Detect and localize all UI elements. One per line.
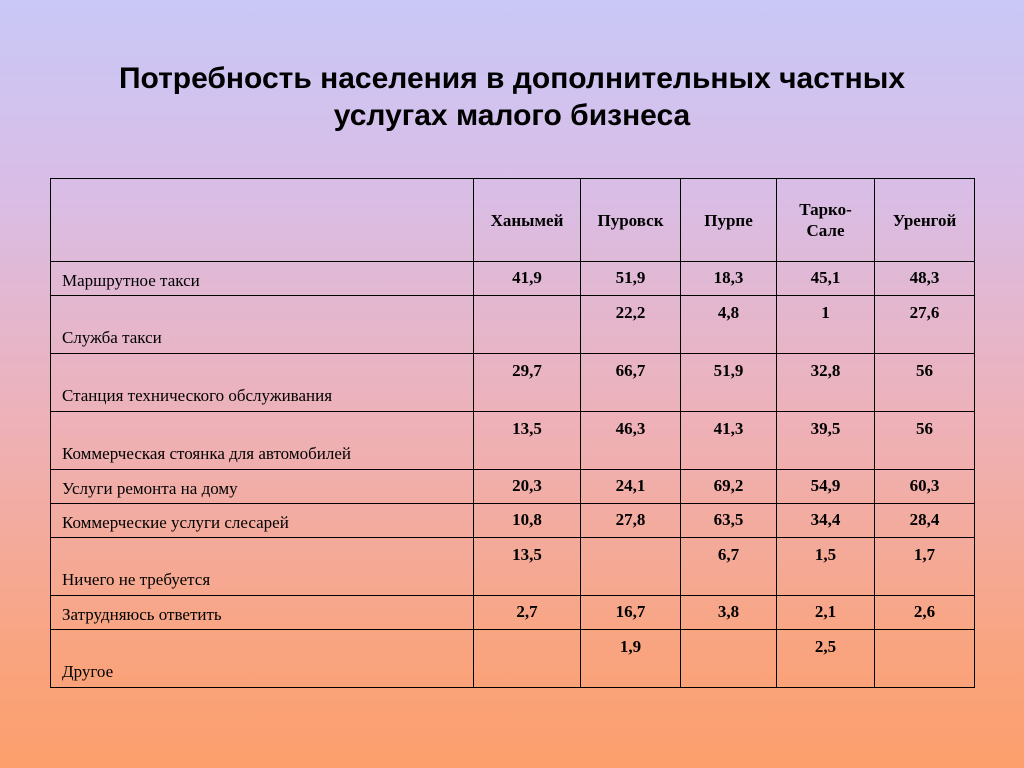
row-label: Маршрутное такси bbox=[51, 262, 474, 296]
value-cell bbox=[474, 630, 581, 688]
table-row bbox=[51, 538, 975, 596]
value-cell: 39,5 bbox=[777, 412, 875, 470]
value-cell bbox=[875, 630, 975, 688]
column-header-tarko-sale-line-2: Сале bbox=[806, 221, 845, 240]
value-cell: 60,3 bbox=[875, 470, 975, 504]
column-header-purpe-text: Пурпе bbox=[704, 210, 753, 230]
table-row bbox=[51, 262, 975, 296]
value-cell: 18,3 bbox=[681, 262, 777, 296]
column-header-urengoy bbox=[875, 179, 975, 262]
value-cell bbox=[681, 630, 777, 688]
value-cell: 2,1 bbox=[777, 596, 875, 630]
services-demand-table bbox=[50, 178, 975, 688]
value-cell: 66,7 bbox=[581, 354, 681, 412]
row-label: Коммерческая стоянка для автомобилей bbox=[51, 412, 474, 470]
value-cell: 10,8 bbox=[474, 504, 581, 538]
value-cell: 41,9 bbox=[474, 262, 581, 296]
value-cell: 27,8 bbox=[581, 504, 681, 538]
column-header-urengoy-text: Уренгой bbox=[892, 210, 957, 230]
table-body bbox=[51, 262, 975, 688]
value-cell: 27,6 bbox=[875, 296, 975, 354]
row-label: Другое bbox=[51, 630, 474, 688]
row-label: Затрудняюсь ответить bbox=[51, 596, 474, 630]
value-cell: 48,3 bbox=[875, 262, 975, 296]
column-header-khanymey bbox=[474, 179, 581, 262]
table-row bbox=[51, 504, 975, 538]
value-cell: 1,7 bbox=[875, 538, 975, 596]
slide-title-line-2: услугах малого бизнеса bbox=[333, 99, 691, 132]
value-cell: 41,3 bbox=[681, 412, 777, 470]
table-row bbox=[51, 296, 975, 354]
value-cell: 32,8 bbox=[777, 354, 875, 412]
value-cell: 2,5 bbox=[777, 630, 875, 688]
value-cell: 2,7 bbox=[474, 596, 581, 630]
value-cell: 16,7 bbox=[581, 596, 681, 630]
value-cell: 1 bbox=[777, 296, 875, 354]
table-row bbox=[51, 354, 975, 412]
value-cell: 56 bbox=[875, 354, 975, 412]
value-cell: 56 bbox=[875, 412, 975, 470]
column-header-tarko-sale bbox=[777, 179, 875, 262]
value-cell bbox=[581, 538, 681, 596]
slide-title-line-1: Потребность населения в дополнительных частных bbox=[118, 62, 906, 95]
column-header-purpe bbox=[681, 179, 777, 262]
value-cell: 4,8 bbox=[681, 296, 777, 354]
column-header-khanymey-text: Ханымей bbox=[490, 210, 564, 230]
table-row bbox=[51, 596, 975, 630]
table-row bbox=[51, 470, 975, 504]
column-header-purovsk-text: Пуровск bbox=[597, 210, 664, 230]
value-cell: 13,5 bbox=[474, 412, 581, 470]
value-cell: 69,2 bbox=[681, 470, 777, 504]
value-cell: 54,9 bbox=[777, 470, 875, 504]
row-label: Ничего не требуется bbox=[51, 538, 474, 596]
value-cell: 20,3 bbox=[474, 470, 581, 504]
value-cell: 6,7 bbox=[681, 538, 777, 596]
value-cell: 28,4 bbox=[875, 504, 975, 538]
value-cell: 3,8 bbox=[681, 596, 777, 630]
row-label: Станция технического обслуживания bbox=[51, 354, 474, 412]
value-cell: 29,7 bbox=[474, 354, 581, 412]
value-cell: 2,6 bbox=[875, 596, 975, 630]
value-cell: 51,9 bbox=[581, 262, 681, 296]
column-header-tarko-sale-line-1: Тарко- bbox=[799, 200, 852, 219]
slide-title bbox=[0, 60, 1024, 134]
row-label: Служба такси bbox=[51, 296, 474, 354]
value-cell: 13,5 bbox=[474, 538, 581, 596]
value-cell bbox=[474, 296, 581, 354]
table-header-row bbox=[51, 179, 975, 262]
row-label: Коммерческие услуги слесарей bbox=[51, 504, 474, 538]
table-row bbox=[51, 412, 975, 470]
column-header-purovsk bbox=[581, 179, 681, 262]
value-cell: 46,3 bbox=[581, 412, 681, 470]
row-label: Услуги ремонта на дому bbox=[51, 470, 474, 504]
value-cell: 1,9 bbox=[581, 630, 681, 688]
table-corner-cell bbox=[51, 179, 474, 262]
value-cell: 45,1 bbox=[777, 262, 875, 296]
value-cell: 63,5 bbox=[681, 504, 777, 538]
value-cell: 51,9 bbox=[681, 354, 777, 412]
table-row bbox=[51, 630, 975, 688]
value-cell: 24,1 bbox=[581, 470, 681, 504]
value-cell: 1,5 bbox=[777, 538, 875, 596]
value-cell: 22,2 bbox=[581, 296, 681, 354]
value-cell: 34,4 bbox=[777, 504, 875, 538]
